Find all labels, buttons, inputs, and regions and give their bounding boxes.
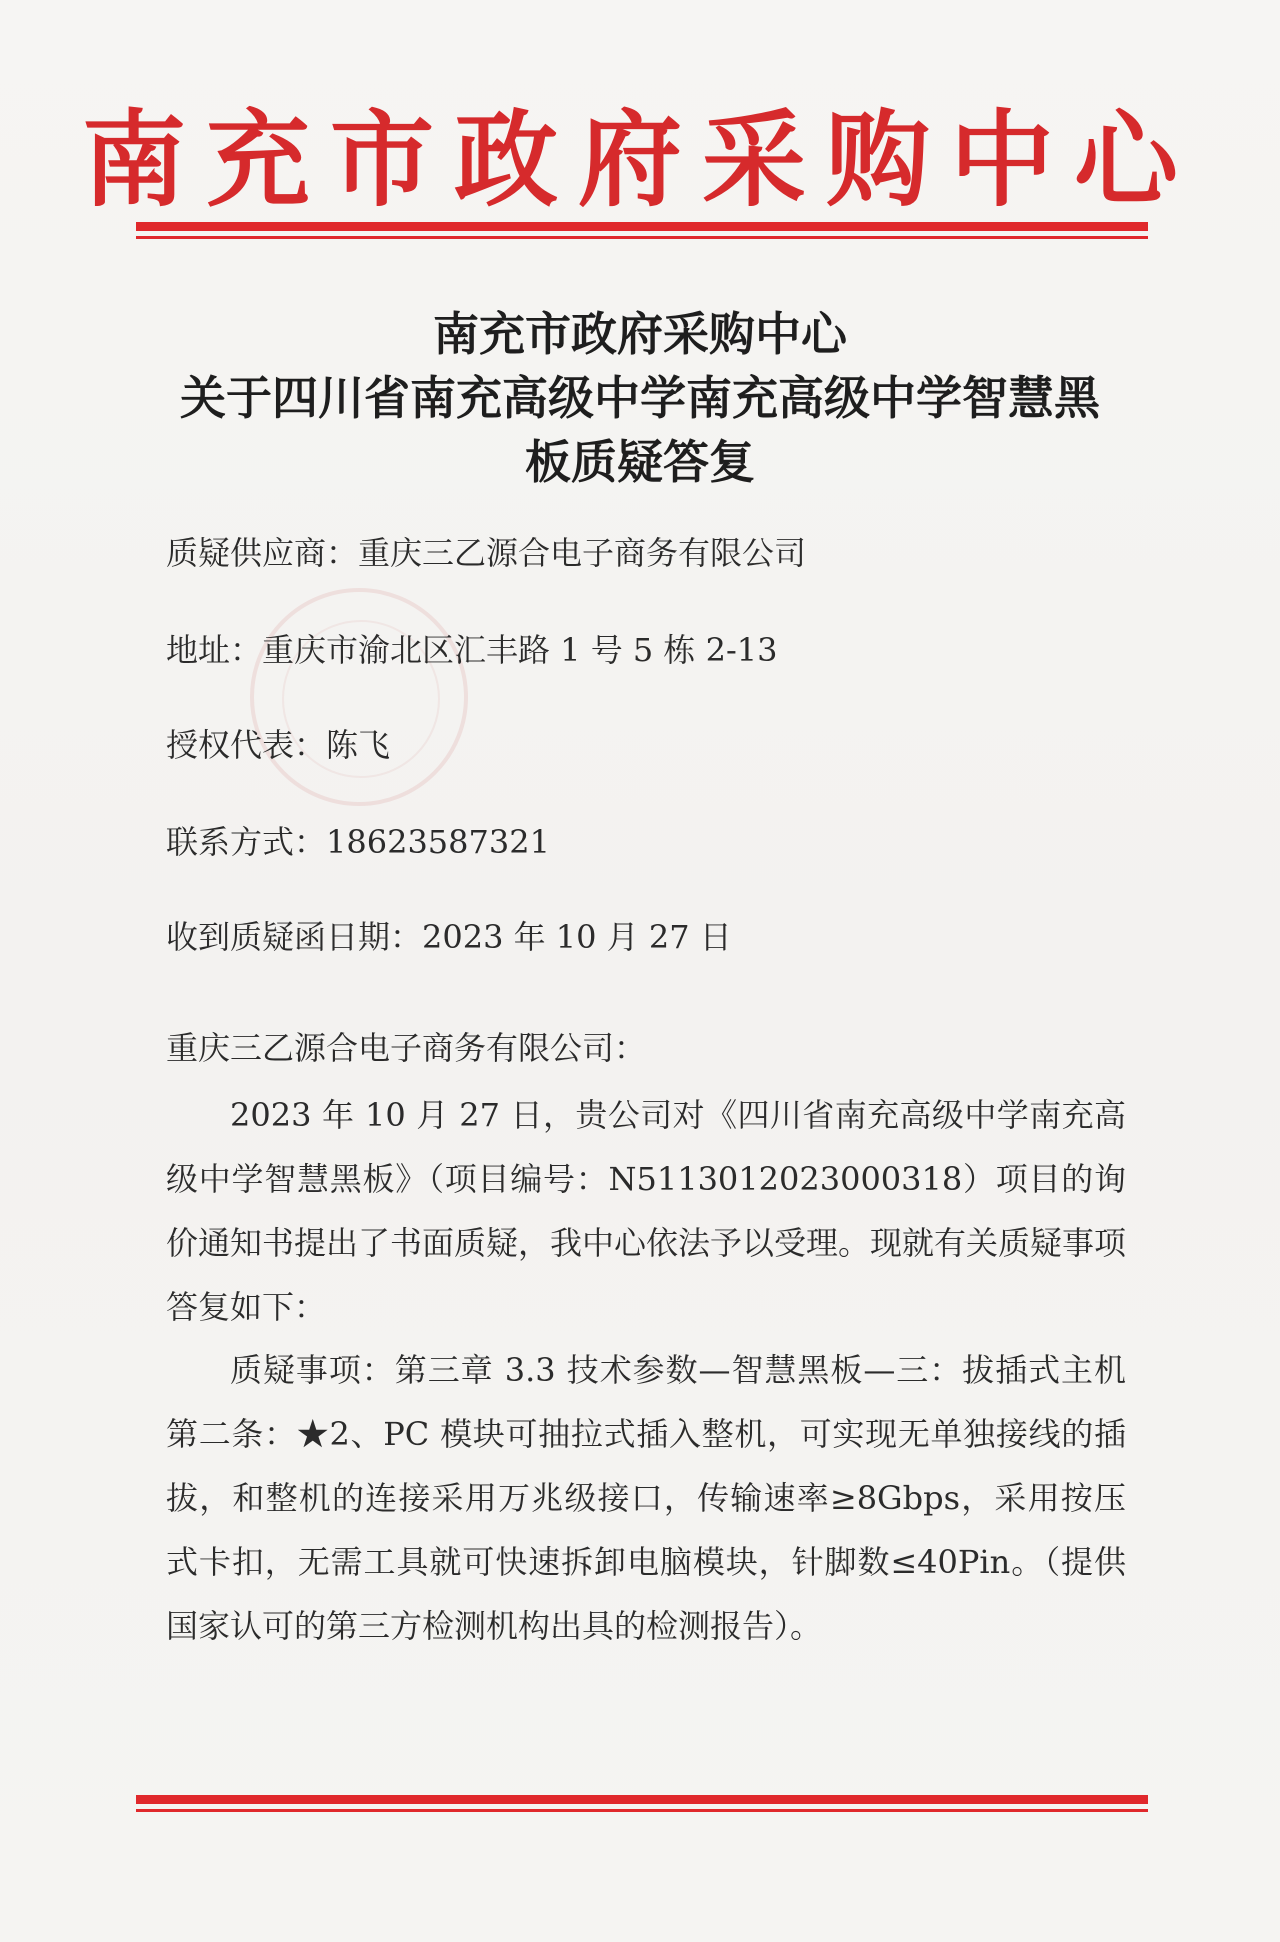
faded-seal-stamp [250, 588, 468, 806]
footer-double-rule [136, 1795, 1148, 1812]
field-contact: 联系方式：18623587321 [166, 823, 550, 861]
field-complainant: 质疑供应商：重庆三乙源合电子商务有限公司 [166, 534, 807, 572]
header-double-rule [136, 222, 1148, 239]
greeting: 重庆三乙源合电子商务有限公司： [166, 1029, 647, 1067]
document-title [140, 302, 1140, 494]
paragraph-intro: 2023 年 10 月 27 日，贵公司对《四川省南充高级中学南充高级中学智慧黑板》（项目编号：N5113012023000318）项目的询价通知书提出了书面质疑，我中心依法予以受理。现就有关质疑事项答复如下： [166, 1096, 1127, 1326]
field-representative: 授权代表：陈飞 [166, 726, 391, 764]
paragraph-question-item: 质疑事项：第三章 3.3 技术参数—智慧黑板—三：拔插式主机第二条：★2、PC 模块可抽拉式插入整机，可实现无单独接线的插拔，和整机的连接采用万兆级接口，传输速率≥8Gbps，采用按压式卡扣，无需工具就可快速拆卸电脑模块，针脚数≤40Pin。（提供国家认可的第三方检测机构出具的检测报告）。 [166, 1351, 1126, 1645]
field-address: 地址：重庆市渝北区汇丰路 1 号 5 栋 2-13 [166, 631, 778, 669]
letterhead-org-name: 南充市政府采购中心 [81, 98, 1198, 221]
field-received-date: 收到质疑函日期：2023 年 10 月 27 日 [166, 918, 732, 956]
document-title-text: 南充市政府采购中心 关于四川省南充高级中学南充高级中学智慧黑 板质疑答复 [180, 307, 1100, 489]
